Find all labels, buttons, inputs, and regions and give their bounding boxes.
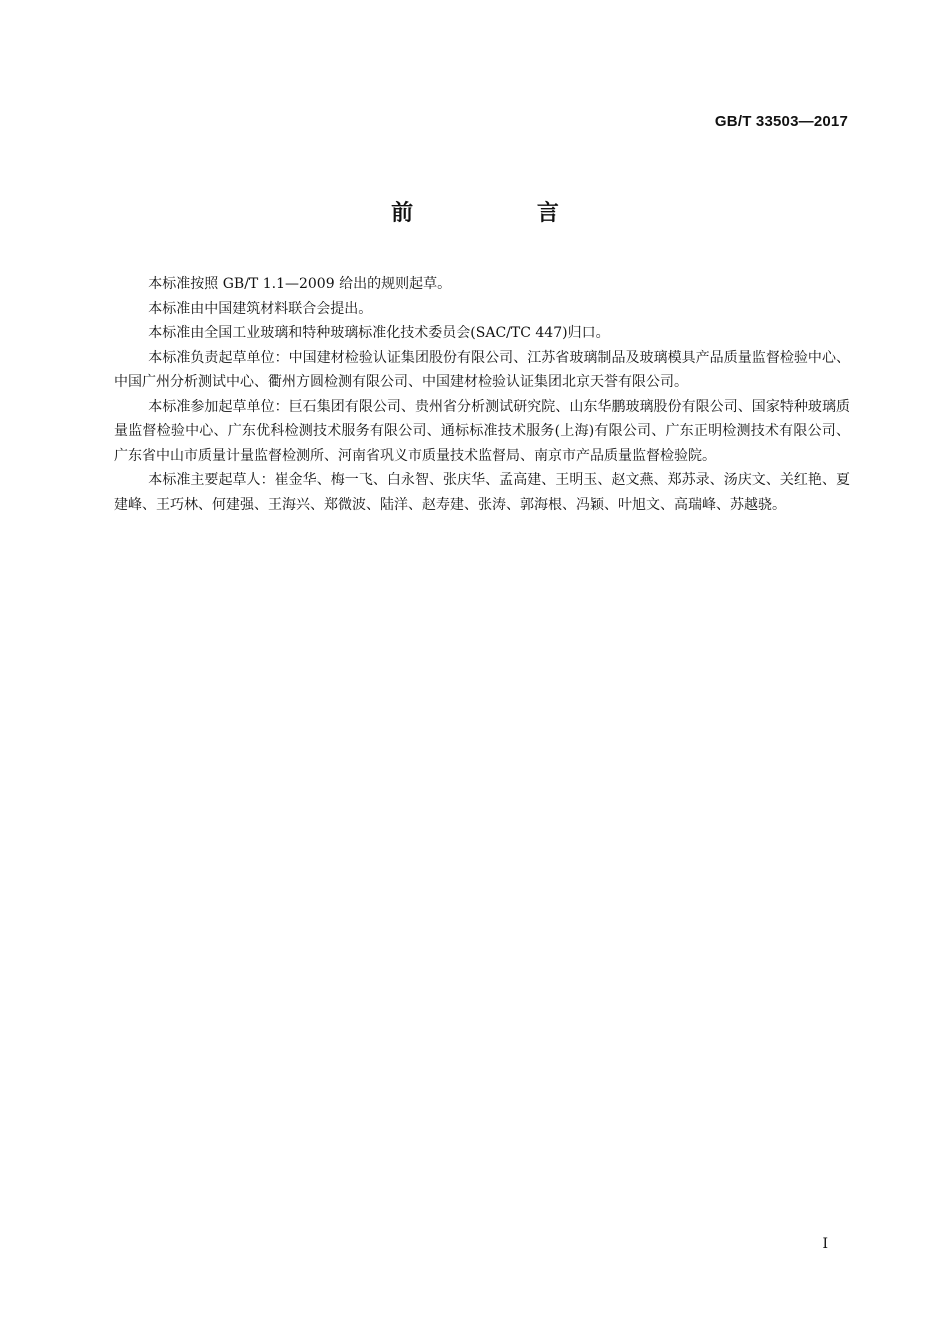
paragraph-participating-drafters: 本标准参加起草单位：巨石集团有限公司、贵州省分析测试研究院、山东华鹏玻璃股份有限公司、国家特种玻璃质量监督检验中心、广东优科检测技术服务有限公司、通标标准技术服务(上海)有限公司、广东正明检测技术有限公司、广东省中山市质量计量监督检测所、河南省巩义市质量技术监督局、南京市产品质量监督检验院。: [114, 398, 850, 464]
page-title: 前 言: [391, 201, 617, 226]
paragraph-drafting-rules: 本标准按照 GB/T 1.1—2009 给出的规则起草。: [148, 276, 452, 292]
paragraph-technical-committee: 本标准由全国工业玻璃和特种玻璃标准化技术委员会(SAC/TC 447)归口。: [148, 325, 610, 341]
paragraph-responsible-drafters: 本标准负责起草单位：中国建材检验认证集团股份有限公司、江苏省玻璃制品及玻璃模具产品质量监督检验中心、中国广州分析测试中心、衢州方圆检测有限公司、中国建材检验认证集团北京天誉有限公司。: [114, 349, 850, 390]
standard-code: GB/T 33503—2017: [714, 113, 848, 130]
paragraph-proposer: 本标准由中国建筑材料联合会提出。: [148, 300, 373, 317]
paragraph-main-drafters: 本标准主要起草人：崔金华、梅一飞、白永智、张庆华、孟高建、王明玉、赵文燕、郑苏录、汤庆文、关红艳、夏建峰、王巧林、何建强、王海兴、郑微波、陆洋、赵寿建、张涛、郭海根、冯颖、叶旭文、高瑞峰、苏越骁。: [114, 472, 850, 513]
page-number: I: [822, 1236, 828, 1252]
document-body: [114, 272, 850, 517]
